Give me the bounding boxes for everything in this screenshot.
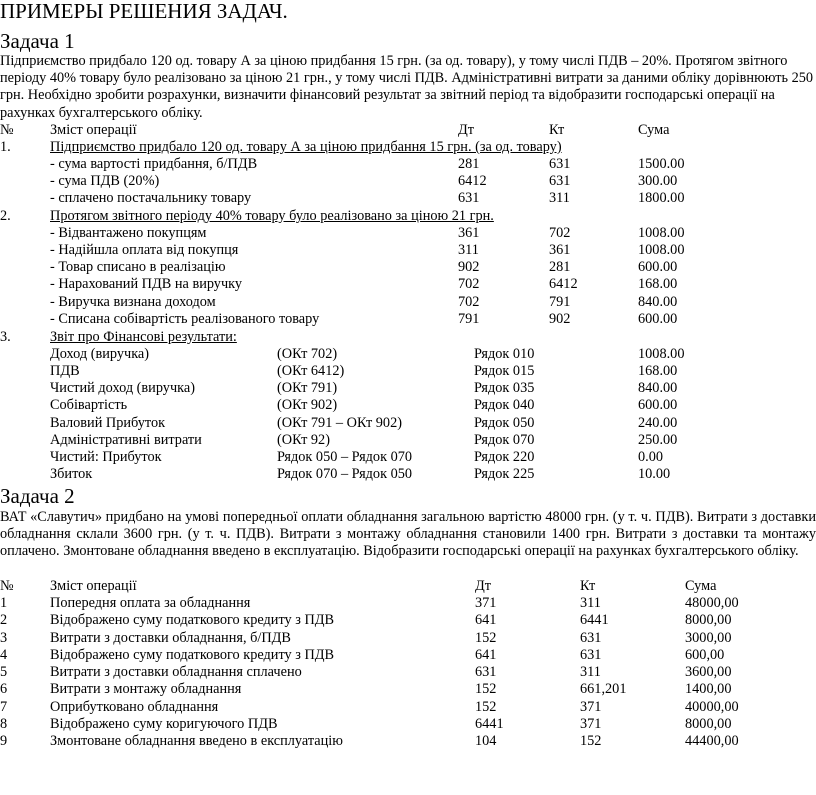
debit: 152 <box>475 699 497 715</box>
operation: - Списана собівартість реалізованого товару <box>50 311 320 327</box>
amount: 3600,00 <box>685 664 732 680</box>
report-row <box>0 397 816 414</box>
table-row <box>0 294 816 311</box>
amount: 1800.00 <box>638 190 685 206</box>
report-row <box>0 466 816 483</box>
debit: 281 <box>458 156 480 172</box>
operation: - сума ПДВ (20%) <box>50 173 160 189</box>
report-item: Доход (виручка) <box>50 346 150 362</box>
report-ref: (ОКт 702) <box>277 346 338 362</box>
amount: 10.00 <box>638 466 671 482</box>
operation: - Виручка визнана доходом <box>50 294 216 310</box>
operation: - Нарахований ПДВ на виручку <box>50 276 243 292</box>
debit: 641 <box>475 647 497 663</box>
amount: 1008.00 <box>638 346 685 362</box>
report-row <box>0 380 816 397</box>
report-item: Валовий Прибуток <box>50 415 166 431</box>
report-ref: (ОКт 902) <box>277 397 338 413</box>
amount: 240.00 <box>638 415 678 431</box>
debit: 641 <box>475 612 497 628</box>
credit: 361 <box>549 242 571 258</box>
operation: - Товар списано в реалізацію <box>50 259 226 275</box>
amount: 840.00 <box>638 380 678 396</box>
report-ref: (ОКт 791) <box>277 380 338 396</box>
credit: 311 <box>549 190 570 206</box>
amount: 1008.00 <box>638 242 685 258</box>
col-operation: Зміст операції <box>50 122 137 138</box>
debit: 631 <box>475 664 497 680</box>
credit: 631 <box>580 647 602 663</box>
table-row <box>0 311 816 328</box>
amount: 0.00 <box>638 449 664 465</box>
debit: 791 <box>458 311 480 327</box>
report-line: Рядок 010 <box>474 346 535 362</box>
report-item: ПДВ <box>50 363 80 379</box>
report-row <box>0 449 816 466</box>
credit: 371 <box>580 699 602 715</box>
debit: 311 <box>458 242 479 258</box>
row-number: 9 <box>0 733 8 749</box>
report-item: Збиток <box>50 466 93 482</box>
credit: 631 <box>549 173 571 189</box>
report-row <box>0 415 816 432</box>
credit: 631 <box>549 156 571 172</box>
credit: 631 <box>580 630 602 646</box>
col-credit: Кт <box>549 122 565 138</box>
amount: 600.00 <box>638 311 678 327</box>
credit: 152 <box>580 733 602 749</box>
amount: 1008.00 <box>638 225 685 241</box>
amount: 8000,00 <box>685 612 732 628</box>
credit: 281 <box>549 259 571 275</box>
task1-table-header <box>0 122 816 139</box>
table-row <box>0 242 816 259</box>
debit: 371 <box>475 595 497 611</box>
report-line: Рядок 015 <box>474 363 535 379</box>
amount: 168.00 <box>638 276 678 292</box>
operation: - Відвантажено покупцям <box>50 225 207 241</box>
report-item: Адміністративні витрати <box>50 432 202 448</box>
table-row <box>0 225 816 242</box>
debit: 152 <box>475 681 497 697</box>
col-sum: Сума <box>638 122 670 138</box>
amount: 3000,00 <box>685 630 732 646</box>
table-row <box>0 681 816 698</box>
page-heading: ПРИМЕРЫ РЕШЕНИЯ ЗАДАЧ. <box>0 0 288 23</box>
debit: 6412 <box>458 173 487 189</box>
amount: 40000,00 <box>685 699 739 715</box>
report-line: Рядок 050 <box>474 415 535 431</box>
table-row <box>0 156 816 173</box>
report-row <box>0 346 816 363</box>
report-item: Чистий: Прибуток <box>50 449 162 465</box>
task2-title: Задача 2 <box>0 484 75 508</box>
table-row <box>0 595 816 612</box>
operation: Оприбутковано обладнання <box>50 699 219 715</box>
col-debit: Дт <box>475 578 492 594</box>
section-number: 2. <box>0 208 11 224</box>
debit: 702 <box>458 294 480 310</box>
amount: 600.00 <box>638 397 678 413</box>
amount: 300.00 <box>638 173 678 189</box>
report-line: Рядок 070 <box>474 432 535 448</box>
section-number: 3. <box>0 329 11 345</box>
col-no: № <box>0 578 14 594</box>
credit: 702 <box>549 225 571 241</box>
amount: 48000,00 <box>685 595 739 611</box>
col-operation: Зміст операції <box>50 578 137 594</box>
report-ref: Рядок 070 – Рядок 050 <box>277 466 413 482</box>
debit: 902 <box>458 259 480 275</box>
report-ref: (ОКт 6412) <box>277 363 345 379</box>
row-number: 5 <box>0 664 8 680</box>
col-sum: Сума <box>685 578 717 594</box>
report-item: Собівартість <box>50 397 128 413</box>
task1-title: Задача 1 <box>0 29 75 53</box>
section-title: Підприємство придбало 120 од. товару А за ціною придбання 15 грн. (за од. товару) <box>50 139 562 155</box>
report-line: Рядок 035 <box>474 380 535 396</box>
credit: 6441 <box>580 612 609 628</box>
section-title: Звіт про Фінансові результати: <box>50 329 237 345</box>
amount: 600,00 <box>685 647 725 663</box>
report-ref: Рядок 050 – Рядок 070 <box>277 449 413 465</box>
amount: 8000,00 <box>685 716 732 732</box>
row-number: 8 <box>0 716 8 732</box>
row-number: 1 <box>0 595 8 611</box>
report-line: Рядок 220 <box>474 449 535 465</box>
table-row <box>0 173 816 190</box>
section-number: 1. <box>0 139 11 155</box>
operation: - сума вартості придбання, б/ПДВ <box>50 156 258 172</box>
table-row <box>0 699 816 716</box>
operation: Витрати з монтажу обладнання <box>50 681 242 697</box>
row-number: 6 <box>0 681 8 697</box>
task2-table-header <box>0 578 816 595</box>
report-line: Рядок 040 <box>474 397 535 413</box>
col-debit: Дт <box>458 122 475 138</box>
debit: 702 <box>458 276 480 292</box>
table-row <box>0 276 816 293</box>
table-row <box>0 647 816 664</box>
table-row <box>0 190 816 207</box>
row-number: 4 <box>0 647 8 663</box>
operation: - сплачено постачальнику товару <box>50 190 252 206</box>
amount: 250.00 <box>638 432 678 448</box>
task2-condition: ВАТ «Славутич» придбано на умові попередньої оплати обладнання загальною вартістю 48000 грн. (у т. ч. ПДВ). Витрати з доставки обладнання склали 3600 грн. (у т. ч. ПДВ). Витрати з монтажу обладнання становили 1400 грн. Витрати з доставки та монтажу оплачено. Змонтоване обладнання введено в експлуатацію. Відобразити господарські операції на рахунках бухгалтерського обліку. <box>0 509 816 560</box>
debit: 6441 <box>475 716 504 732</box>
debit: 361 <box>458 225 480 241</box>
report-row <box>0 432 816 449</box>
debit: 631 <box>458 190 480 206</box>
section-title: Протягом звітного періоду 40% товару було реалізовано за ціною 21 грн. <box>50 208 494 224</box>
table-row <box>0 664 816 681</box>
row-number: 7 <box>0 699 8 715</box>
amount: 168.00 <box>638 363 678 379</box>
credit: 311 <box>580 595 601 611</box>
amount: 1500.00 <box>638 156 685 172</box>
debit: 152 <box>475 630 497 646</box>
credit: 6412 <box>549 276 578 292</box>
credit: 791 <box>549 294 571 310</box>
amount: 840.00 <box>638 294 678 310</box>
operation: Відображено суму податкового кредиту з ПДВ <box>50 647 335 663</box>
col-credit: Кт <box>580 578 596 594</box>
amount: 600.00 <box>638 259 678 275</box>
operation: Витрати з доставки обладнання сплачено <box>50 664 302 680</box>
operation: Відображено суму коригуючого ПДВ <box>50 716 278 732</box>
report-ref: (ОКт 92) <box>277 432 330 448</box>
credit: 661,201 <box>580 681 627 697</box>
row-number: 3 <box>0 630 8 646</box>
operation: - Надійшла оплата від покупця <box>50 242 239 258</box>
amount: 1400,00 <box>685 681 732 697</box>
operation: Попередня оплата за обладнання <box>50 595 251 611</box>
table-row <box>0 612 816 629</box>
debit: 104 <box>475 733 497 749</box>
table-row <box>0 259 816 276</box>
report-line: Рядок 225 <box>474 466 535 482</box>
operation: Змонтоване обладнання введено в експлуатацію <box>50 733 343 749</box>
operation: Відображено суму податкового кредиту з ПДВ <box>50 612 335 628</box>
row-number: 2 <box>0 612 8 628</box>
table-row <box>0 733 816 750</box>
task1-section-2 <box>0 208 816 225</box>
credit: 371 <box>580 716 602 732</box>
table-row <box>0 716 816 733</box>
col-no: № <box>0 122 14 138</box>
report-ref: (ОКт 791 – ОКт 902) <box>277 415 402 431</box>
report-item: Чистий доход (виручка) <box>50 380 195 396</box>
report-row <box>0 363 816 380</box>
operation: Витрати з доставки обладнання, б/ПДВ <box>50 630 291 646</box>
table-row <box>0 630 816 647</box>
credit: 902 <box>549 311 571 327</box>
credit: 311 <box>580 664 601 680</box>
task1-condition: Підприємство придбало 120 од. товару А за ціною придбання 15 грн. (за од. товару), у тому числі ПДВ – 20%. Протягом звітного періоду 40% товару було реалізовано за ціною 21 грн., у тому числі ПДВ. Адміністративні витрати за даними обліку дорівнюють 250 грн. Необхідно зробити розрахунки, визначити фінансовий результат за звітний період та відобразити господарські операції на рахунках бухгалтерського обліку. <box>0 53 814 121</box>
task1-section-1 <box>0 139 816 156</box>
amount: 44400,00 <box>685 733 739 749</box>
task1-section-3 <box>0 329 816 346</box>
